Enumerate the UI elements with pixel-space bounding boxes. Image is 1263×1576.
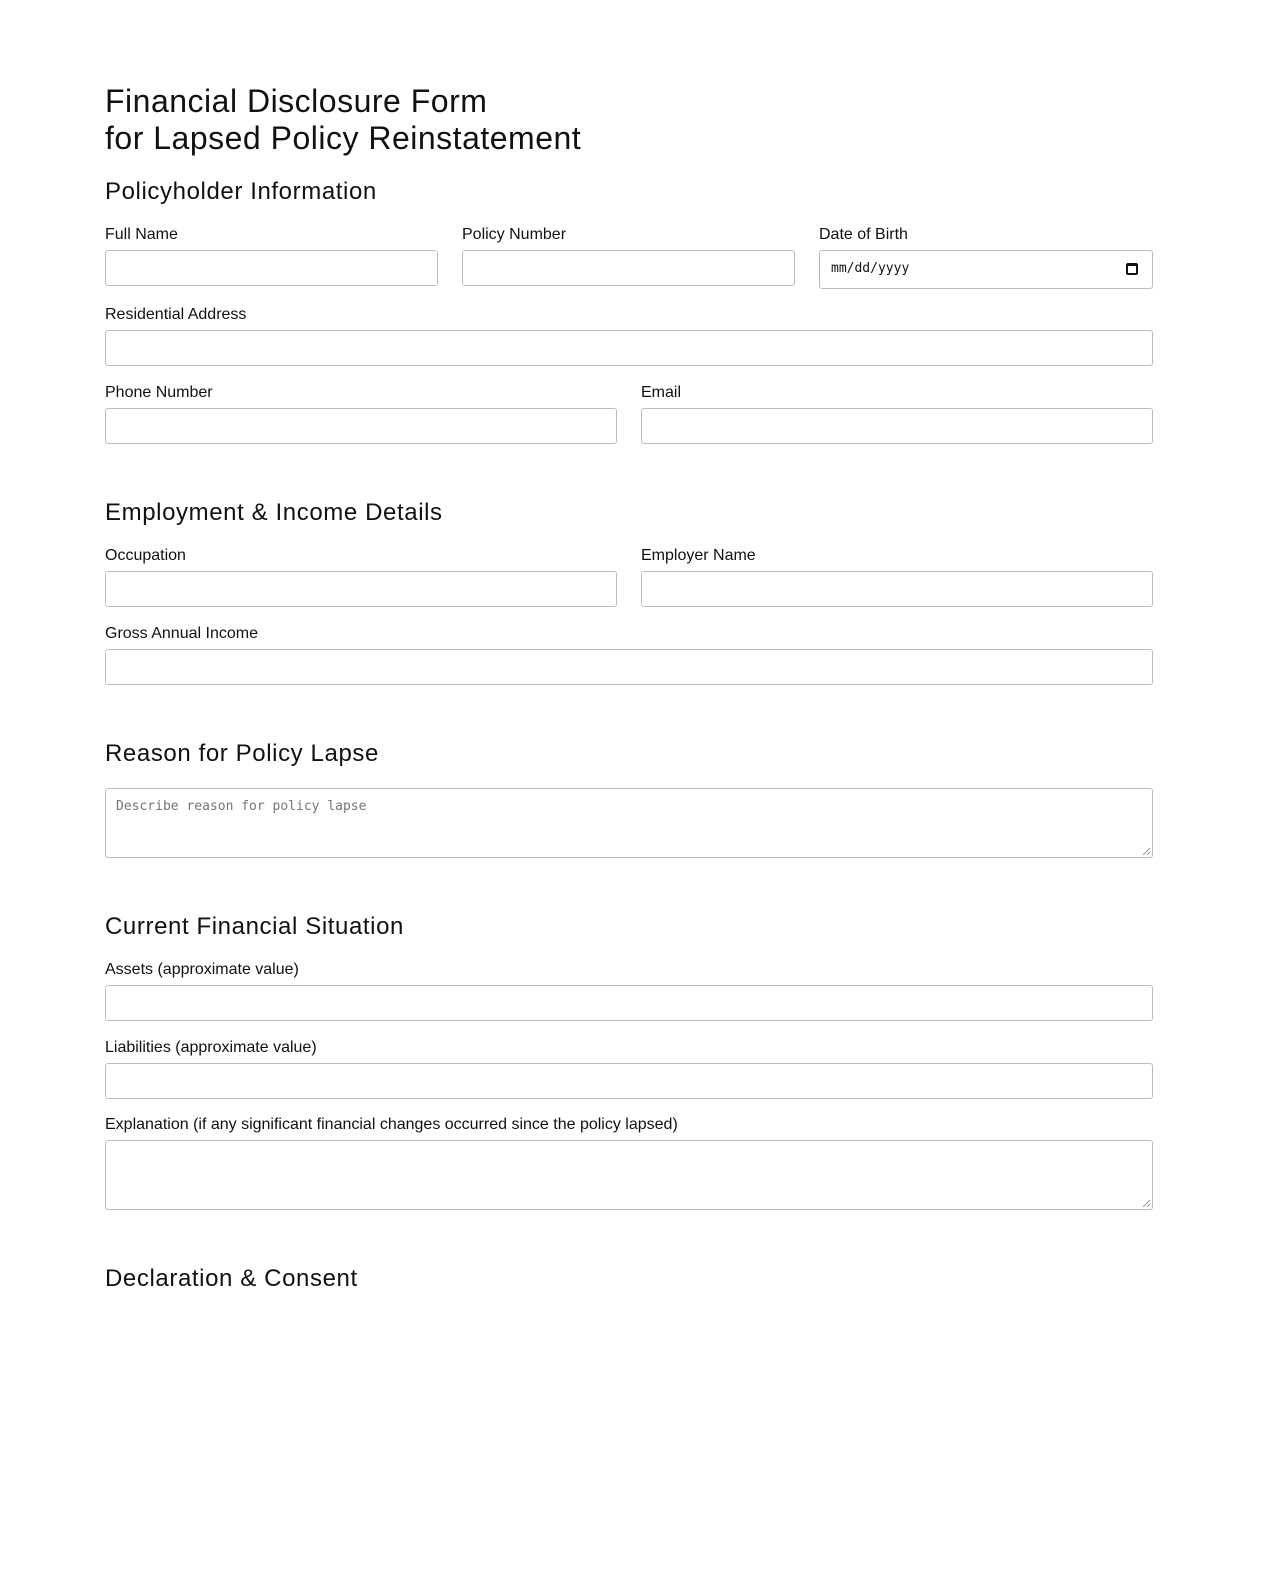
dob-input[interactable]	[819, 250, 1153, 289]
address-label: Residential Address	[105, 306, 247, 323]
explanation-textarea[interactable]	[105, 1140, 1153, 1210]
phone-label: Phone Number	[105, 384, 213, 401]
section-heading-declaration: Declaration & Consent	[105, 1265, 358, 1292]
assets-label: Assets (approximate value)	[105, 961, 299, 978]
section-heading-employment: Employment & Income Details	[105, 499, 443, 526]
lapse-reason-textarea[interactable]	[105, 788, 1153, 858]
assets-input[interactable]	[105, 985, 1153, 1021]
explanation-label: Explanation (if any significant financial changes occurred since the policy lapsed)	[105, 1116, 678, 1133]
email-label: Email	[641, 384, 682, 401]
resize-handle-icon[interactable]	[1143, 1200, 1150, 1207]
policy-number-label: Policy Number	[462, 226, 567, 243]
calendar-icon[interactable]	[1126, 263, 1138, 275]
dob-label: Date of Birth	[819, 226, 908, 243]
full-name-input[interactable]	[105, 250, 438, 286]
page-title	[105, 83, 581, 157]
title-line-2: for Lapsed Policy Reinstatement	[105, 120, 582, 156]
title-line-1: Financial Disclosure Form	[105, 83, 488, 119]
email-input[interactable]	[641, 408, 1153, 444]
policy-number-input[interactable]	[462, 250, 795, 286]
address-input[interactable]	[105, 330, 1153, 366]
section-heading-policyholder: Policyholder Information	[105, 178, 377, 205]
section-heading-lapse: Reason for Policy Lapse	[105, 740, 379, 767]
employer-label: Employer Name	[641, 547, 756, 564]
phone-input[interactable]	[105, 408, 617, 444]
liabilities-label: Liabilities (approximate value)	[105, 1039, 317, 1056]
liabilities-input[interactable]	[105, 1063, 1153, 1099]
occupation-label: Occupation	[105, 547, 186, 564]
dob-placeholder: mm/dd/yyyy	[831, 261, 910, 276]
lapse-reason-placeholder: Describe reason for policy lapse	[116, 799, 367, 814]
full-name-label: Full Name	[105, 226, 178, 243]
income-label: Gross Annual Income	[105, 625, 258, 642]
occupation-input[interactable]	[105, 571, 617, 607]
income-input[interactable]	[105, 649, 1153, 685]
employer-input[interactable]	[641, 571, 1153, 607]
section-heading-financial: Current Financial Situation	[105, 913, 405, 940]
resize-handle-icon[interactable]	[1143, 848, 1150, 855]
